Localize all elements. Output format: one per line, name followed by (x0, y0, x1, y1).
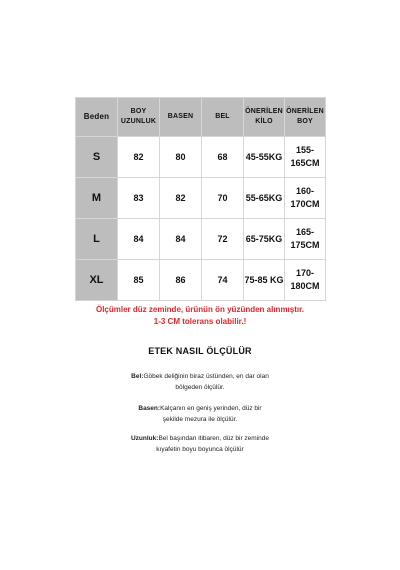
guide-item-text: Kalçanın en geniş yerinden, düz bir (160, 405, 262, 412)
header-boy-uzunluk: BOY UZUNLUK (118, 98, 160, 137)
basen-value: 82 (160, 178, 202, 219)
table-row (76, 137, 326, 178)
size-label: M (76, 178, 118, 219)
kilo-value: 65-75KG (244, 219, 285, 260)
boy-value: 83 (118, 178, 160, 219)
table-row (76, 178, 326, 219)
kilo-value: 45-55KG (244, 137, 285, 178)
guide-item-text-2: kıyafetin boyu boyunca ölçülür (156, 446, 244, 453)
guide-item-text-2: bölgeden ölçülür. (175, 384, 225, 391)
table-row (76, 260, 326, 301)
height-value: 155-165CM (285, 137, 326, 178)
header-onerilen-kilo: ÖNERİLEN KİLO (244, 98, 285, 137)
table-row (76, 219, 326, 260)
kilo-value: 55-65KG (244, 178, 285, 219)
basen-value: 80 (160, 137, 202, 178)
guide-item-text: Bel başından itibaren, düz bir zeminde (158, 435, 270, 442)
kilo-value: 75-85 KG (244, 260, 285, 301)
size-label: L (76, 219, 118, 260)
header-onerilen-boy: ÖNERİLEN BOY (285, 98, 326, 137)
bel-value: 72 (202, 219, 244, 260)
size-label: XL (76, 260, 118, 301)
guide-title: ETEK NASIL ÖLÇÜLÜR (148, 346, 252, 356)
height-value: 160-170CM (285, 178, 326, 219)
height-value: 170-180CM (285, 260, 326, 301)
size-table (75, 97, 326, 301)
size-chart (75, 97, 326, 301)
header-beden: Beden (76, 98, 118, 137)
boy-value: 84 (118, 219, 160, 260)
guide-item-label: Bel: (131, 373, 144, 380)
tolerance-warning (0, 304, 400, 328)
guide-item-label: Uzunluk: (130, 435, 159, 442)
height-value: 165-175CM (285, 219, 326, 260)
size-label: S (76, 137, 118, 178)
bel-value: 74 (202, 260, 244, 301)
guide-item-basen (0, 403, 400, 425)
header-bel: BEL (202, 98, 244, 137)
guide-item-bel (0, 371, 400, 393)
bel-value: 70 (202, 178, 244, 219)
warning-line-2: 1-3 CM tolerans olabilir.! (153, 317, 247, 326)
table-header-row (76, 98, 326, 137)
basen-value: 84 (160, 219, 202, 260)
header-basen: BASEN (160, 98, 202, 137)
bel-value: 68 (202, 137, 244, 178)
guide-item-uzunluk (0, 433, 400, 455)
guide-item-text-2: şekilde mezura ile ölçülür. (162, 416, 238, 423)
guide-item-label: Basen: (138, 405, 161, 412)
boy-value: 82 (118, 137, 160, 178)
boy-value: 85 (118, 260, 160, 301)
basen-value: 86 (160, 260, 202, 301)
guide-item-text: Göbek deliğinin biraz üstünden, en dar olan (143, 373, 269, 380)
warning-line-1: Ölçümler düz zeminde, ürünün ön yüzünden alınmıştır. (95, 305, 305, 314)
